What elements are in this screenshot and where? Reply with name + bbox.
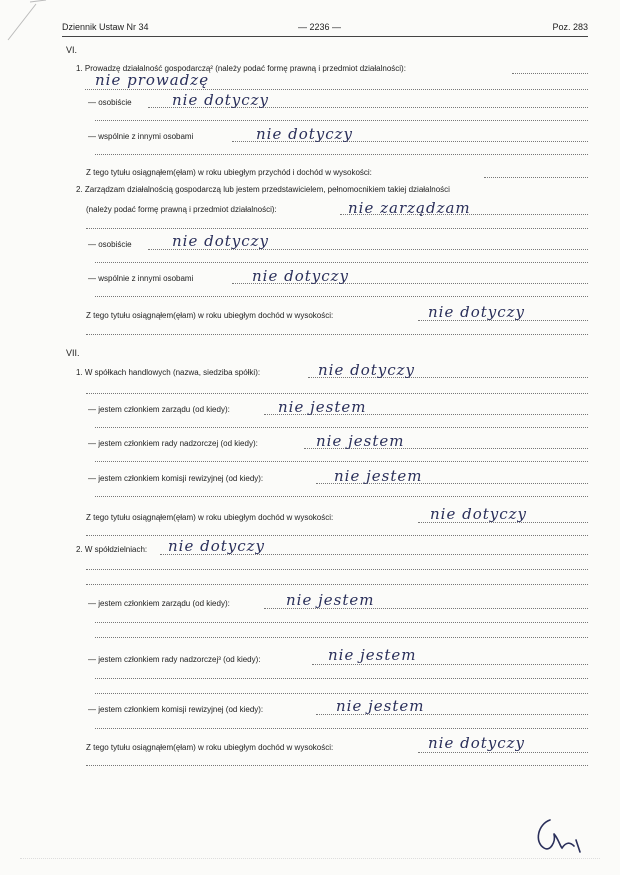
sec7-rada2-line — [312, 664, 588, 665]
section-vi-title: VI. — [66, 45, 78, 55]
sec6-wspolnie2-line2 — [95, 296, 588, 297]
sec6-q1-label: 1. Prowadzę działalność gospodarczą² (należy podać formę prawną i przedmiot działalności): — [76, 64, 406, 73]
sec6-osobiscie2-label: — osobiście — [88, 240, 132, 249]
sec7-income1-answer: nie dotyczy — [430, 505, 528, 523]
sec6-osobiscie2-line2 — [95, 262, 588, 263]
sec7-komisja-label: — jestem członkiem komisji rewizyjnej (od kiedy): — [88, 474, 264, 483]
page-number: — 2236 — — [298, 22, 342, 32]
scan-edge-mark — [0, 0, 60, 60]
sec7-rada-answer: nie jestem — [316, 432, 405, 450]
sec7-income2-answer: nie dotyczy — [428, 734, 526, 752]
sec6-q1-answer: nie prowadzę — [95, 71, 210, 89]
section-vii-title: VII. — [66, 348, 80, 358]
sec7-komisja2-line2 — [95, 728, 588, 729]
sec7-rada-label: — jestem członkiem rady nadzorczej (od kiedy): — [88, 439, 258, 448]
sec6-wspolnie2-label: — wspólnie z innymi osobami — [88, 274, 194, 283]
sec7-komisja2-answer: nie jestem — [336, 697, 425, 715]
sec6-osobiscie-line2 — [95, 120, 588, 121]
sec6-income1-line — [484, 177, 588, 178]
sec7-q2-label: 2. W spółdzielniach: — [76, 545, 148, 554]
sec6-q2-label-1: 2. Zarządzam działalnością gospodarczą lub jestem przedstawicielem, pełnomocnikiem takiej działalności — [76, 185, 450, 194]
sec6-q1-line2 — [85, 89, 588, 90]
sec7-income2-label: Z tego tytułu osiągnąłem(ęłam) w roku ubiegłym dochód w wysokości: — [86, 743, 334, 752]
sec6-income2-label: Z tego tytułu osiągnąłem(ęłam) w roku ubiegłym dochód w wysokości: — [86, 311, 334, 320]
sec6-wspolnie2-answer: nie dotyczy — [252, 267, 350, 285]
sec7-zarzad2-answer: nie jestem — [286, 591, 375, 609]
sec7-komisja-line2 — [95, 496, 588, 497]
sec7-zarzad2-label: — jestem członkiem zarządu (od kiedy): — [88, 599, 230, 608]
sec7-zarzad-line2 — [95, 427, 588, 428]
scan-bottom-noise — [20, 858, 600, 859]
sec7-rada2-answer: nie jestem — [328, 646, 417, 664]
sec7-q1-label: 1. W spółkach handlowych (nazwa, siedziba spółki): — [76, 368, 261, 377]
sec7-rada2-label: — jestem członkiem rady nadzorczej³ (od kiedy): — [88, 655, 261, 664]
sec7-income2-line — [418, 752, 588, 753]
sec7-q2-line2 — [86, 569, 588, 570]
sec7-q1-answer: nie dotyczy — [318, 361, 416, 379]
sec6-q1-line — [512, 73, 588, 74]
sec6-income2-line2 — [86, 334, 588, 335]
sec7-komisja-answer: nie jestem — [334, 467, 423, 485]
sec6-osobiscie2-answer: nie dotyczy — [172, 232, 270, 250]
sec7-income1-label: Z tego tytułu osiągnąłem(ęłam) w roku ubiegłym dochód w wysokości: — [86, 513, 334, 522]
sec6-wspolnie-label: — wspólnie z innymi osobami — [88, 132, 194, 141]
sec7-q2-answer: nie dotyczy — [168, 537, 266, 555]
sec7-rada2-line3 — [95, 693, 588, 694]
sec7-zarzad2-line3 — [95, 637, 588, 638]
page-header — [62, 20, 588, 37]
sec7-zarzad2-line2 — [95, 622, 588, 623]
sec7-rada-line2 — [95, 461, 588, 462]
sec7-income1-line2 — [86, 535, 588, 536]
sec7-income2-line2 — [86, 765, 588, 766]
sec6-income1-label: Z tego tytułu osiągnąłem(ęłam) w roku ubiegłym przychód i dochód w wysokości: — [86, 168, 372, 177]
sec6-q2-label-2: (należy podać formę prawną i przedmiot działalności): — [86, 205, 277, 214]
sec7-zarzad-answer: nie jestem — [278, 398, 367, 416]
sec6-wspolnie-answer: nie dotyczy — [256, 125, 354, 143]
sec7-komisja2-label: — jestem członkiem komisji rewizyjnej (od kiedy): — [88, 705, 264, 714]
signature-initials — [530, 812, 590, 862]
sec6-osobiscie-answer: nie dotyczy — [172, 91, 270, 109]
sec6-q2-answer: nie zarządzam — [348, 199, 471, 217]
sec6-osobiscie-label: — osobiście — [88, 98, 132, 107]
sec6-q2-line2 — [86, 228, 588, 229]
sec6-income2-answer: nie dotyczy — [428, 303, 526, 321]
sec7-q1-line2 — [86, 393, 588, 394]
position-number: Poz. 283 — [552, 22, 588, 32]
sec6-wspolnie-line2 — [95, 154, 588, 155]
sec7-zarzad-label: — jestem członkiem zarządu (od kiedy): — [88, 405, 230, 414]
sec7-q2-line3 — [86, 584, 588, 585]
journal-title: Dziennik Ustaw Nr 34 — [62, 22, 149, 32]
sec7-rada2-line2 — [95, 678, 588, 679]
